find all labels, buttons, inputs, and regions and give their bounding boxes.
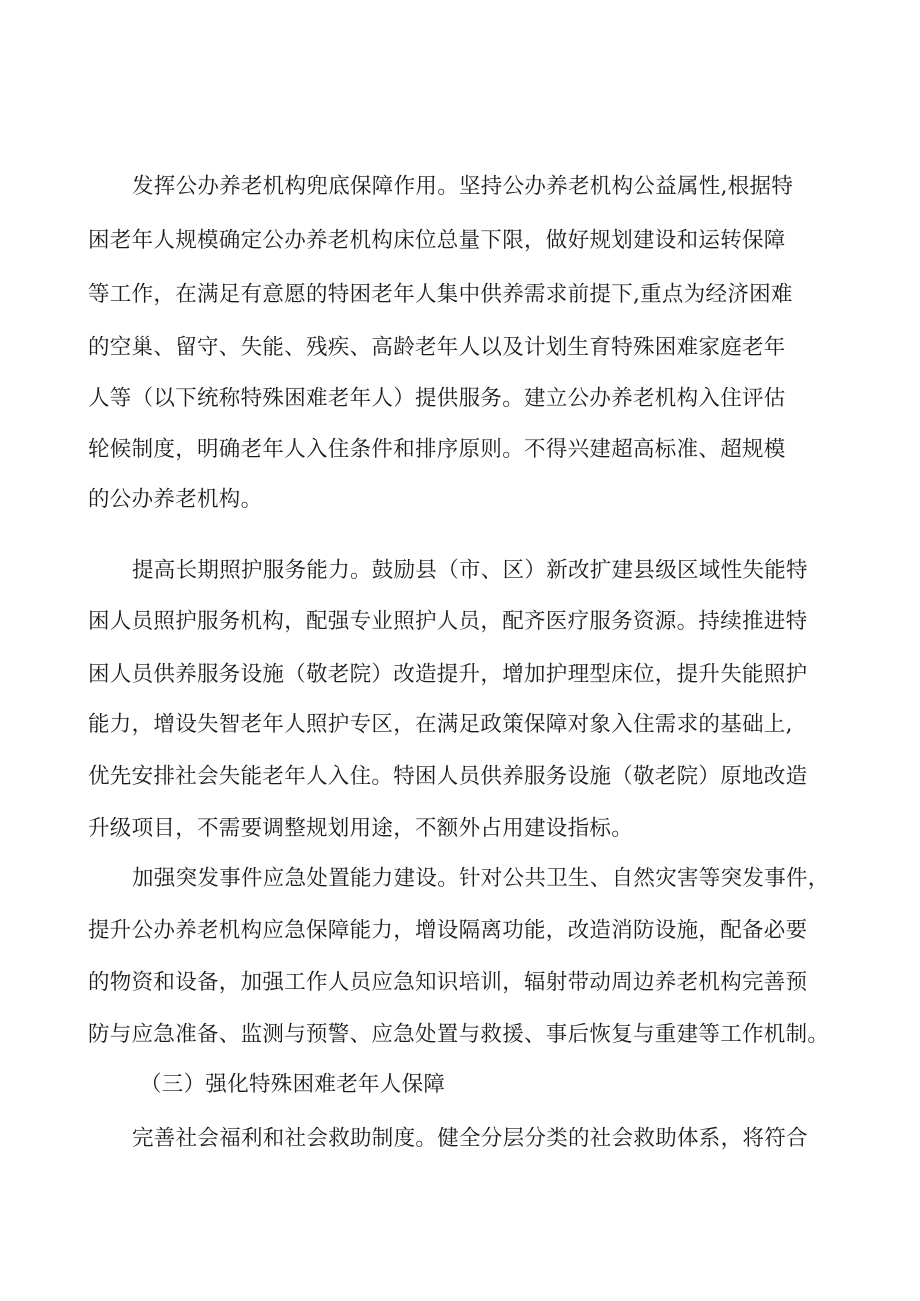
- paragraph-1-line-4: 的空巢、留守、失能、残疾、高龄老年人以及计划生育特殊困难家庭老年: [88, 335, 786, 360]
- paragraph-2-line-3: 困人员供养服务设施（敬老院）改造提升，增加护理型床位，提升失能照护: [88, 662, 808, 687]
- paragraph-1-line-7: 的公办养老机构。: [88, 487, 263, 512]
- paragraph-3-line-2: 提升公办养老机构应急保障能力，增设隔离功能，改造消防设施，配备必要: [88, 918, 808, 943]
- paragraph-2-line-1: 提高长期照护服务能力。鼓励县（市、区）新改扩建县级区域性失能特: [132, 558, 808, 583]
- paragraph-1-line-5: 人等（以下统称特殊困难老年人）提供服务。建立公办养老机构入住评估: [88, 386, 786, 411]
- paragraph-2-line-4: 能力，增设失智老年人照护专区，在满足政策保障对象入住需求的基础上,: [88, 712, 793, 737]
- paragraph-1-line-6: 轮候制度，明确老年人入住条件和排序原则。不得兴建超高标准、超规模: [88, 437, 786, 462]
- paragraph-1-line-1: 发挥公办养老机构兜底保障作用。坚持公办养老机构公益属性,根据特: [132, 174, 794, 199]
- paragraph-1-line-2: 困老年人规模确定公办养老机构床位总量下限，做好规划建设和运转保障: [88, 228, 786, 253]
- paragraph-2-line-6: 升级项目，不需要调整规划用途，不额外占用建设指标。: [88, 816, 634, 841]
- paragraph-3-line-3: 的物资和设备，加强工作人员应急知识培训，辐射带动周边养老机构完善预: [88, 970, 808, 995]
- section-heading: （三）强化特殊困难老年人保障: [140, 1072, 446, 1097]
- paragraph-3-line-1: 加强突发事件应急处置能力建设。针对公共卫生、自然灾害等突发事件，: [132, 866, 830, 891]
- paragraph-2-line-2: 困人员照护服务机构，配强专业照护人员，配齐医疗服务资源。持续推进特: [88, 609, 808, 634]
- paragraph-4-line-1: 完善社会福利和社会救助制度。健全分层分类的社会救助体系，将符合: [132, 1126, 808, 1151]
- paragraph-3-line-4: 防与应急准备、监测与预警、应急处置与救援、事后恢复与重建等工作机制。: [88, 1022, 830, 1047]
- paragraph-2-line-5: 优先安排社会失能老年人入住。特困人员供养服务设施（敬老院）原地改造: [88, 764, 808, 789]
- paragraph-1-line-3: 等工作，在满足有意愿的特困老年人集中供养需求前提下,重点为经济困难: [88, 282, 793, 307]
